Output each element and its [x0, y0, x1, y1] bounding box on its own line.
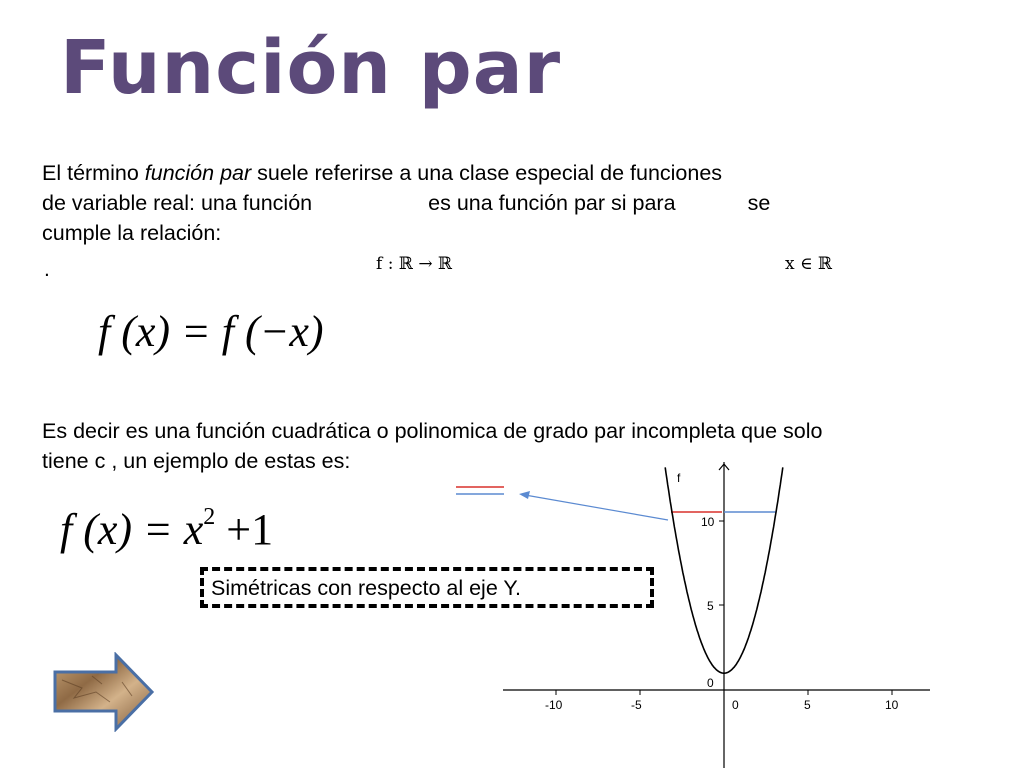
y-tick-label: 10 [701, 515, 715, 529]
x-tick-label: 5 [804, 698, 811, 712]
example-eq-exponent: 2 [203, 504, 216, 531]
x-tick-label: -5 [631, 698, 642, 712]
example-line2: tiene c , un ejemplo de estas es: [42, 449, 351, 473]
x-tick-label: 0 [732, 698, 739, 712]
y-tick-label: 5 [707, 599, 714, 613]
example-eq-main: f (x) = x [60, 505, 204, 554]
def-line1-post: suele referirse a una clase especial de funciones [251, 161, 723, 185]
function-label: f [677, 471, 681, 485]
def-line2-b: es una función par si para [428, 191, 676, 215]
y-tick-label: 0 [707, 676, 714, 690]
def-line2-a: de variable real: una función [42, 191, 313, 215]
def-line2-c: se [747, 191, 771, 215]
even-function-equation: f (x) = f (−x) [98, 307, 324, 356]
slide-title: Función par [60, 25, 562, 111]
def-line3: cumple la relación: [42, 221, 222, 245]
parabola-graph [430, 458, 950, 768]
x-tick-label: 10 [885, 698, 899, 712]
pointer-arrow-line [525, 495, 668, 520]
definition-paragraph [42, 158, 770, 248]
def-dot: . [44, 258, 50, 281]
def-line1-pre: El término [42, 161, 145, 185]
y-ticks [719, 521, 724, 605]
math-f-domain: f : ℝ → ℝ [376, 254, 453, 274]
next-arrow-icon[interactable] [52, 652, 156, 732]
pointer-arrow-head [519, 491, 530, 499]
math-x-in-r: x ∈ ℝ [785, 254, 833, 274]
x-tick-label: -10 [545, 698, 563, 712]
def-term: función par [144, 161, 252, 185]
callout-text: Simétricas con respecto al eje Y. [211, 576, 521, 600]
example-line1: Es decir es una función cuadrática o polinomica de grado par incompleta que solo [42, 419, 823, 443]
example-eq-tail: +1 [215, 505, 274, 554]
example-equation [60, 504, 273, 555]
